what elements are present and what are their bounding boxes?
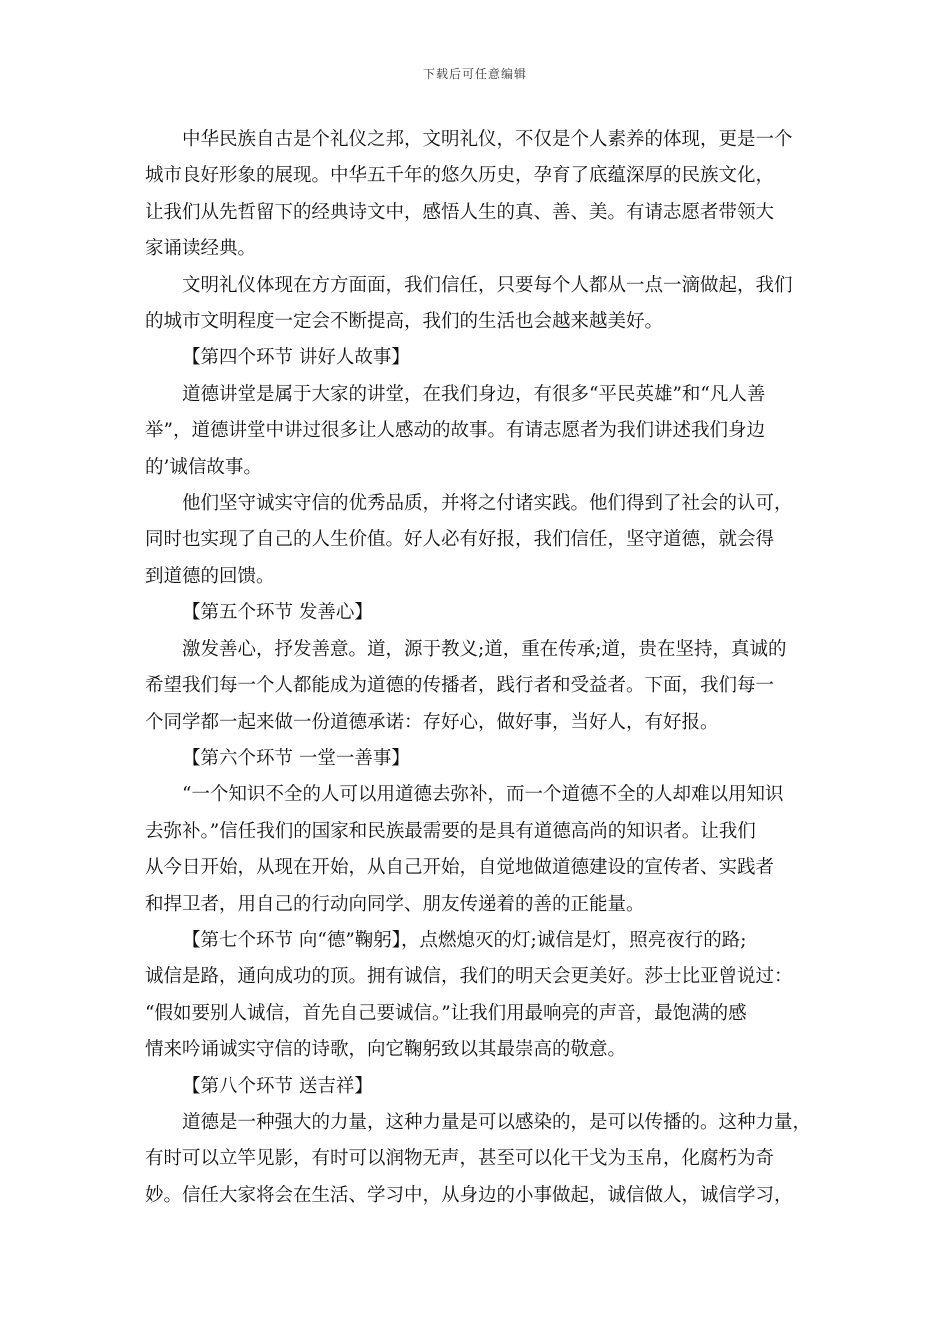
text-line: 的城市文明程度一定会不断提高，我们的生活也会越来越美好。 [145, 311, 664, 333]
section-title: 【第六个环节 一堂一善事】 [182, 747, 410, 769]
text-line: 妙。信任大家将会在生活、学习中，从身边的小事做起，诚信做人，诚信学习， [145, 1184, 793, 1206]
paragraph [145, 122, 810, 268]
section-title: 【第八个环节 送吉祥】 [182, 1075, 373, 1097]
paragraph [145, 777, 810, 923]
text-line: 中华民族自古是个礼仪之邦，文明礼仪，不仅是个人素养的体现，更是一个 [182, 129, 793, 150]
text-line: 城市良好形象的展现。中华五千年的悠久历史，孕育了底蕴深厚的民族文化， [145, 165, 775, 187]
paragraph [145, 486, 810, 595]
text-line: 道德讲堂是属于大家的讲堂，在我们身边，有很多“平民英雄”和“凡人善 [182, 383, 766, 405]
text-line: 文明礼仪体现在方方面面，我们信任，只要每个人都从一点一滴做起，我们 [182, 274, 793, 296]
paragraph [145, 632, 810, 741]
text-line: 激发善心，抒发善意。道，源于教义;道，重在传承;道，贵在坚持，真诚的 [182, 638, 787, 660]
text-line: 从今日开始，从现在开始，从自己开始，自觉地做道德建设的宣传者、实践者 [145, 857, 775, 879]
section-title: 【第四个环节 讲好人故事】 [182, 347, 410, 369]
text-line: 个同学都一起来做一份道德承诺：存好心，做好事，当好人，有好报。 [145, 711, 719, 733]
text-line: “假如要别人诚信，首先自己要诚信。”让我们用最响亮的声音，最饱满的感 [145, 1002, 747, 1024]
text-line: 同时也实现了自己的人生价值。好人必有好报，我们信任，坚守道德，就会得 [145, 529, 775, 551]
paragraph [145, 377, 810, 486]
text-line: 的’诚信故事。 [145, 456, 262, 478]
text-line: 有时可以立竿见影，有时可以润物无声，甚至可以化干戈为玉帛，化腐朽为奇 [145, 1148, 775, 1170]
text-line: 到道德的回馈。 [145, 565, 275, 587]
text-line: 道德是一种强大的力量，这种力量是可以感染的，是可以传播的。这种力量， [182, 1111, 812, 1133]
text-line: 让我们从先哲留下的经典诗文中，感悟人生的真、善、美。有请志愿者带领大 [145, 201, 775, 223]
text-line: “一个知识不全的人可以用道德去弥补，而一个道德不全的人却难以用知识 [182, 784, 784, 806]
text-line: 他们坚守诚实守信的优秀品质，并将之付诸实践。他们得到了社会的认可， [182, 493, 793, 515]
document-body [145, 122, 810, 1214]
text-line: 情来吟诵诚实守信的诗歌，向它鞠躬致以其最崇高的敬意。 [145, 1039, 627, 1061]
text-line: 家诵读经典。 [145, 238, 257, 260]
section-title: 【第五个环节 发善心】 [182, 602, 373, 624]
paragraph [145, 1105, 810, 1214]
text-line: 诚信是路，通向成功的顶。拥有诚信，我们的明天会更美好。莎士比亚曾说过： [145, 966, 793, 988]
text-line: 去弥补。”信任我们的国家和民族最需要的是具有道德高尚的知识者。让我们 [145, 820, 756, 842]
text-line: 和捍卫者，用自己的行动向同学、朋友传递着的善的正能量。 [145, 893, 645, 915]
text-line: 举”，道德讲堂中讲过很多让人感动的故事。有请志愿者为我们讲述我们身边 [145, 420, 765, 442]
page-header: 下载后可任意编辑 [422, 67, 527, 81]
text-line: 【第七个环节 向“德”鞠躬】，点燃熄灭的灯;诚信是灯，照亮夜行的路; [182, 929, 747, 951]
paragraph [145, 268, 810, 341]
paragraph [145, 923, 810, 1069]
text-line: 希望我们每一个人都能成为道德的传播者，践行者和受益者。下面，我们每一 [145, 675, 775, 697]
